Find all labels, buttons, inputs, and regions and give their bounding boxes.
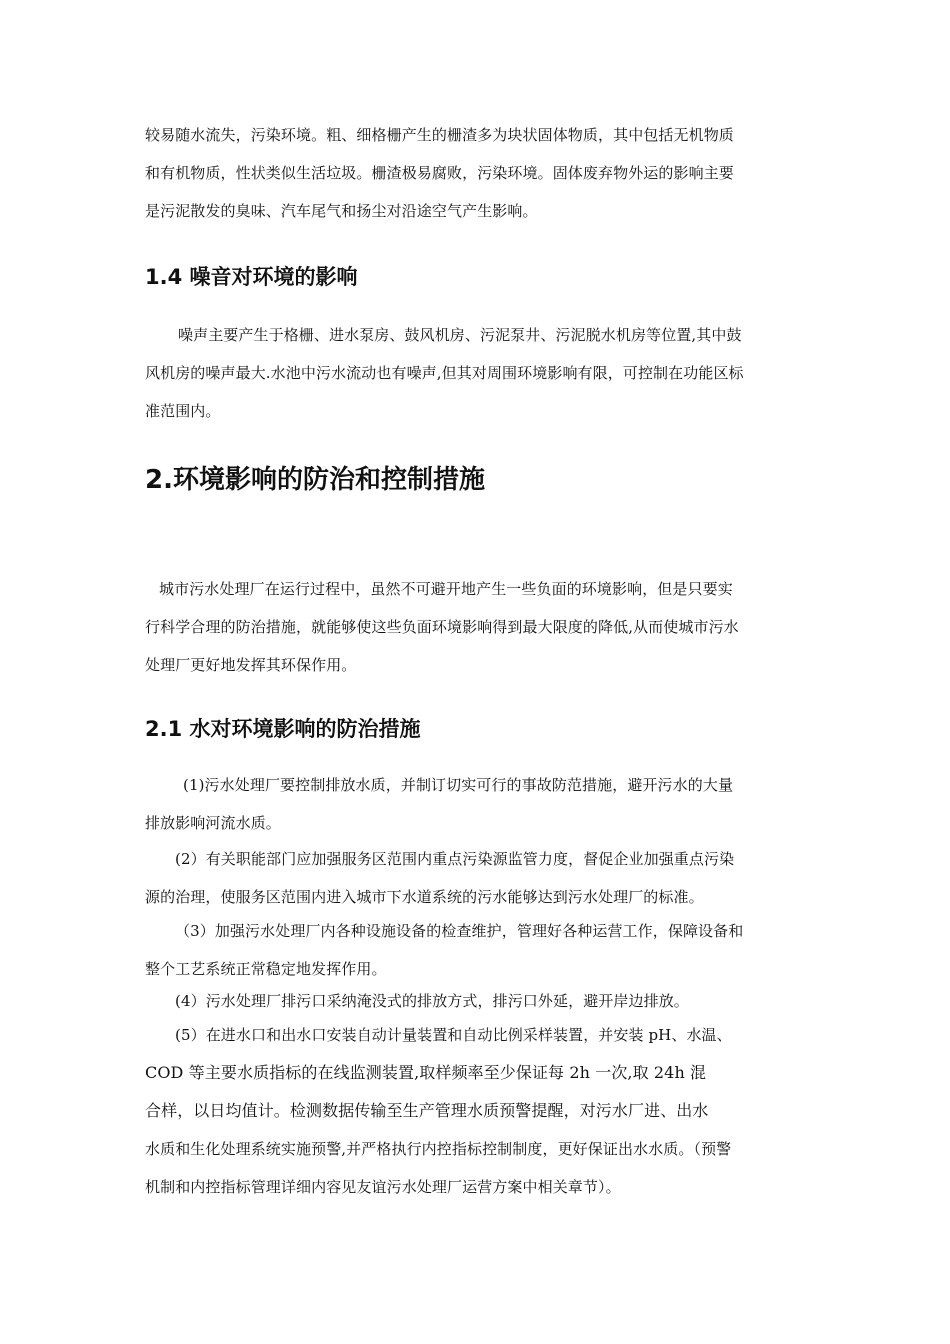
- list-item: [145, 912, 810, 988]
- section-1-4-paragraph: [145, 316, 810, 430]
- paragraph-line: (5）在进水口和出水口安装自动计量装置和自动比例采样装置，并安装 pH、水温、: [175, 1026, 732, 1044]
- paragraph-line: 整个工艺系统正常稳定地发挥作用。: [145, 960, 387, 978]
- paragraph-line: 处理厂更好地发挥其环保作用。: [145, 656, 357, 674]
- paragraph-line: 水质和生化处理系统实施预警,并严格执行内控指标控制制度，更好保证出水水质。（预警: [145, 1140, 732, 1158]
- paragraph-line: 是污泥散发的臭味、汽车尾气和扬尘对沿途空气产生影响。: [145, 202, 538, 220]
- paragraph-line: 源的治理，使服务区范围内进入城市下水道系统的污水能够达到污水处理厂的标准。: [145, 888, 704, 906]
- list-item: [145, 982, 810, 1020]
- paragraph-line: 排放影响河流水质。: [145, 814, 281, 832]
- paragraph-line: (2）有关职能部门应加强服务区范围内重点污染源监管力度，督促企业加强重点污染: [175, 850, 735, 868]
- paragraph-line: 机制和内控指标管理详细内容见友谊污水处理厂运营方案中相关章节）。: [145, 1178, 621, 1196]
- paragraph-line: 准范围内。: [145, 402, 221, 420]
- section-2-paragraph: [145, 570, 810, 684]
- paragraph-line: COD 等主要水质指标的在线监测装置,取样频率至少保证每 2h 一次,取 24h 混: [145, 1063, 707, 1082]
- paragraph-line: (1)污水处理厂要控制排放水质，并制订切实可行的事故防范措施，避开污水的大量: [183, 776, 734, 794]
- list-item: [145, 766, 810, 842]
- paragraph-line: 城市污水处理厂在运行过程中，虽然不可避开地产生一些负面的环境影响，但是只要实: [159, 580, 733, 598]
- paragraph-line: (4）污水处理厂排污口采纳淹没式的排放方式，排污口外延，避开岸边排放。: [175, 992, 689, 1010]
- section-heading-1-4: 1.4 噪音对环境的影响: [145, 265, 358, 289]
- paragraph-line: 行科学合理的防治措施，就能够使这些负面环境影响得到最大限度的降低,从而使城市污水: [145, 618, 739, 636]
- intro-paragraph: [145, 116, 810, 230]
- paragraph-line: 合样，以日均值计。检测数据传输至生产管理水质预警提醒，对污水厂进、出水: [145, 1101, 709, 1120]
- paragraph-line: 噪声主要产生于格栅、进水泵房、鼓风机房、污泥泵井、污泥脱水机房等位置,其中鼓: [178, 326, 742, 344]
- list-item: [145, 840, 810, 916]
- paragraph-line: 较易随水流失，污染环境。粗、细格栅产生的栅渣多为块状固体物质，其中包括无机物质: [145, 126, 734, 144]
- section-heading-2-1: 2.1 水对环境影响的防治措施: [145, 717, 421, 741]
- paragraph-line: 风机房的噪声最大.水池中污水流动也有噪声,但其对周围环境影响有限，可控制在功能区标: [145, 364, 744, 382]
- paragraph-line: （3）加强污水处理厂内各种设施设备的检查维护，管理好各种运营工作，保障设备和: [175, 922, 744, 940]
- section-heading-2: 2.环境影响的防治和控制措施: [145, 465, 485, 495]
- list-item: [145, 1016, 810, 1206]
- paragraph-line: 和有机物质，性状类似生活垃圾。栅渣极易腐败，污染环境。固体废弃物外运的影响主要: [145, 164, 734, 182]
